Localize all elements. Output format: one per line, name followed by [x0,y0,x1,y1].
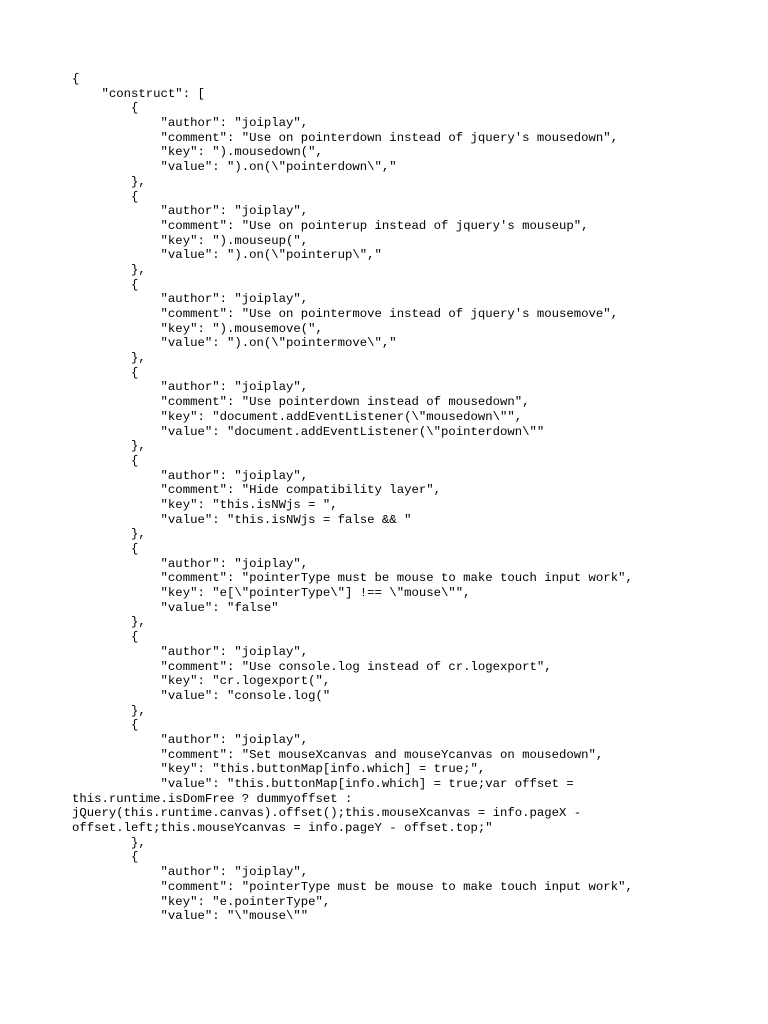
code-line: "key": ").mouseup(", [72,233,309,248]
code-line: "author": "joiplay", [72,865,309,880]
code-line: "comment": "Use pointerdown instead of mousedown", [72,395,530,410]
code-line: { [72,365,139,380]
code-line: { [72,101,139,116]
code-line: "value": "console.log(" [72,688,331,703]
code-line: "author": "joiplay", [72,732,309,747]
code-line: "comment": "Hide compatibility layer", [72,483,441,498]
code-line: { [72,542,139,556]
code-line: "comment": "Use on pointerdown instead of jquery's mousedown", [72,130,619,145]
code-line: }, [72,351,146,366]
code-line: }, [72,703,146,718]
code-line: "value": ").on(\"pointermove\"," [72,336,397,351]
code-line: "comment": "Set mouseXcanvas and mouseYcanvas on mousedown", [72,747,604,762]
code-line: "construct": [ [72,86,205,101]
code-line: "comment": "pointerType must be mouse to make touch input work", [72,571,633,586]
code-line: "key": "this.buttonMap[info.which] = true;", [72,762,486,777]
code-line: this.runtime.isDomFree ? dummyoffset : [72,791,353,806]
code-line: { [72,189,139,204]
code-line: "key": ").mousemove(", [72,321,323,336]
code-line: "comment": "pointerType must be mouse to make touch input work", [72,879,633,894]
code-line: "author": "joiplay", [72,116,309,131]
code-line: "comment": "Use on pointermove instead of jquery's mousemove", [72,307,619,321]
code-line: "key": "e[\"pointerType\"] !== \"mouse\"", [72,586,471,601]
code-line: "value": "document.addEventListener(\"pointerdown\"" [72,424,545,439]
code-line: { [72,277,139,292]
code-line: "value": "this.buttonMap[info.which] = true;var offset = [72,777,574,791]
code-line: jQuery(this.runtime.canvas).offset();this.mouseXcanvas = info.pageX - [72,806,582,821]
code-line: "key": "e.pointerType", [72,894,331,909]
code-line: }, [72,835,146,850]
code-line: { [72,630,139,645]
code-line: "author": "joiplay", [72,204,309,219]
code-line: "key": ").mousedown(", [72,145,323,160]
code-line: }, [72,527,146,542]
code-line: }, [72,174,146,189]
code-line: "value": "this.isNWjs = false && " [72,512,412,527]
code-line: "author": "joiplay", [72,292,309,307]
code-line: "key": "this.isNWjs = ", [72,497,338,512]
code-line: "author": "joiplay", [72,556,309,571]
code-line: "value": "\"mouse\"" [72,909,309,924]
code-line: "key": "document.addEventListener(\"mousedown\"", [72,409,523,424]
code-line: "author": "joiplay", [72,380,309,395]
code-line: }, [72,262,146,277]
code-line: "value": "false" [72,600,279,615]
code-line: "comment": "Use on pointerup instead of jquery's mouseup", [72,218,589,233]
code-line: offset.left;this.mouseYcanvas = info.pageY - offset.top;" [72,821,493,836]
code-line: { [72,718,139,733]
json-document [72,72,722,924]
code-line: { [72,850,139,865]
code-line: "comment": "Use console.log instead of cr.logexport", [72,659,552,674]
code-line: "key": "cr.logexport(", [72,674,331,689]
code-line: "author": "joiplay", [72,644,309,659]
code-line: "value": ").on(\"pointerup\"," [72,248,382,263]
code-line: "value": ").on(\"pointerdown\"," [72,160,397,175]
code-line: }, [72,439,146,454]
code-line: { [72,453,139,468]
code-line: }, [72,615,146,630]
code-line: "author": "joiplay", [72,468,309,483]
code-line: { [72,72,80,86]
